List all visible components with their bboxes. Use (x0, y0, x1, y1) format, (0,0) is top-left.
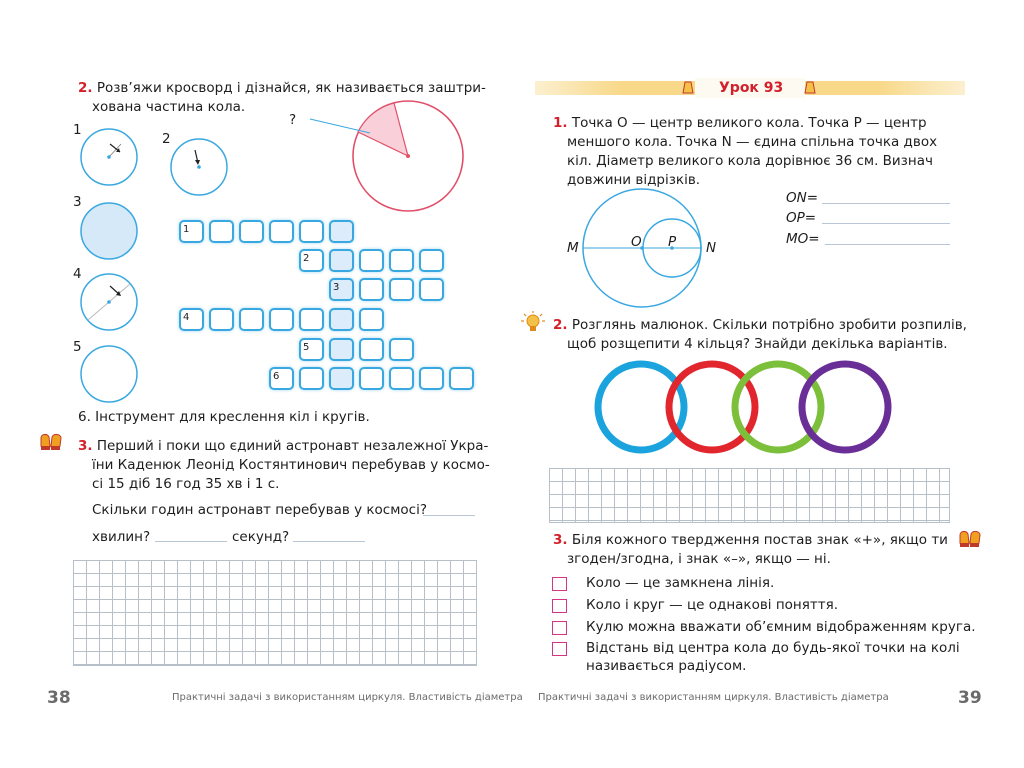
crossword-cell[interactable] (419, 367, 444, 390)
task3-line2: їни Каденюк Леонід Костянтинович перебував у космо- (92, 457, 490, 473)
mo-answer-line[interactable] (825, 244, 950, 245)
point-m-label: M (567, 240, 579, 256)
task3-line3: сі 15 діб 16 год 35 хв і 1 с. (92, 476, 280, 492)
task2-number: 2. (78, 80, 93, 96)
task3-line1 (78, 437, 488, 456)
r-task3-number: 3. (553, 532, 568, 548)
circle-label-5: 5 (73, 339, 82, 355)
crossword-cell[interactable] (389, 338, 414, 361)
r-task1-text: Точка O — центр великого кола. Точка P — центр (571, 115, 927, 131)
crossword-cell[interactable] (359, 249, 384, 272)
two-circles-figure (580, 186, 720, 311)
crossword-cell[interactable] (209, 308, 234, 331)
crossword-cell[interactable] (389, 249, 414, 272)
r-task1-line1 (553, 114, 927, 133)
mittens-icon-right (957, 529, 985, 551)
r-task3-line1 (553, 531, 948, 550)
statement-4-line2: називається радіусом. (586, 658, 747, 674)
circle-figure-4 (80, 273, 140, 333)
task3-number: 3. (78, 438, 93, 454)
crossword-cell[interactable] (239, 220, 264, 243)
crossword-cell[interactable] (359, 308, 384, 331)
page-number-left: 38 (47, 688, 71, 708)
page-number-right: 39 (958, 688, 982, 708)
ring-purple (802, 364, 888, 450)
crossword-number-2: 2 (303, 253, 310, 264)
crossword-cell-highlight[interactable] (329, 308, 354, 331)
footer-text-left: Практичні задачі з використанням циркуля. Властивість діаметра (172, 692, 523, 703)
statement-2: Коло і круг — це однакові поняття. (586, 597, 839, 613)
task3-text: Перший і поки що єдиний астронавт незалежної Укра- (96, 438, 489, 454)
circle-label-4: 4 (73, 266, 82, 282)
point-p-label: P (668, 234, 677, 250)
r-task1-line3: кіл. Діаметр великого кола дорівнює 36 см. Визнач (567, 153, 933, 169)
center-point (406, 154, 410, 158)
r-task1-number: 1. (553, 115, 568, 131)
crossword-cell[interactable] (179, 220, 204, 243)
task3-question-seconds: секунд? (232, 529, 290, 545)
crossword-cell[interactable] (359, 278, 384, 301)
r-task1-line4: довжини відрізків. (567, 172, 701, 188)
r-task3-line2: згоден/згодна, і знак «–», якщо — ні. (567, 551, 831, 567)
statement-checkbox-1[interactable] (552, 577, 567, 591)
crossword-cell[interactable] (449, 367, 474, 390)
statement-checkbox-2[interactable] (552, 599, 567, 613)
lightbulb-icon (521, 311, 547, 335)
crossword-cell-highlight[interactable] (329, 367, 354, 390)
r-task2-number: 2. (553, 317, 568, 333)
r-task1-line2: меншого кола. Точка N — єдина спільна точка двох (567, 134, 938, 150)
statement-4-line1: Відстань від центра кола до будь-якої точки на колі (586, 640, 960, 656)
crossword-cell[interactable] (269, 220, 294, 243)
crossword-number-3: 3 (333, 282, 340, 293)
crossword-cell[interactable] (389, 367, 414, 390)
task3-question-minutes: хвилин? (92, 529, 151, 545)
r-task2-line1 (553, 316, 967, 335)
minutes-answer-line[interactable] (155, 541, 227, 542)
circle-label-1: 1 (73, 122, 82, 138)
point-o-label: O (631, 234, 642, 250)
task2-line2: хована частина кола. (92, 99, 246, 115)
crossword-cell[interactable] (209, 220, 234, 243)
squared-grid-right[interactable] (549, 468, 950, 523)
circle-figure-3 (80, 202, 140, 262)
circle-figure-1 (80, 128, 140, 188)
crossword-cell[interactable] (269, 308, 294, 331)
answer-label-mo: MO= (786, 231, 820, 247)
circle-label-2: 2 (162, 131, 171, 147)
crossword-cell-highlight[interactable] (329, 278, 354, 301)
four-rings-figure (595, 358, 905, 458)
crossword-cell-highlight[interactable] (329, 249, 354, 272)
crossword-cell[interactable] (419, 249, 444, 272)
crossword-cell[interactable] (359, 367, 384, 390)
crossword-cell[interactable] (299, 338, 324, 361)
crossword-cell[interactable] (299, 220, 324, 243)
crossword-number-1: 1 (183, 224, 190, 235)
circle-figure-5 (80, 345, 140, 405)
sector-circle-figure (350, 100, 470, 220)
ring-green (735, 364, 821, 450)
crossword-cell[interactable] (239, 308, 264, 331)
crossword-cell[interactable] (179, 308, 204, 331)
crossword-cell[interactable] (269, 367, 294, 390)
answer-label-on: ON= (786, 190, 819, 206)
statement-1: Коло — це замкнена лінія. (586, 575, 775, 591)
statement-checkbox-4[interactable] (552, 642, 567, 656)
circle-label-3: 3 (73, 194, 82, 210)
point-n-label: N (706, 240, 717, 256)
crossword-number-4: 4 (183, 312, 190, 323)
crossword-cell[interactable] (299, 249, 324, 272)
crossword-cell[interactable] (359, 338, 384, 361)
mittens-icon (38, 432, 66, 454)
statement-3: Кулю можна вважати об’ємним відображенням круга. (586, 619, 976, 635)
task2-line1 (78, 79, 486, 98)
r-task3-text: Біля кожного твердження постав знак «+», якщо ти (571, 532, 948, 548)
task2-text: Розв’яжи кросворд і дізнайся, як називається заштри- (96, 80, 486, 96)
r-task2-line2: щоб розщепити 4 кільця? Знайди декілька варіантів. (567, 336, 948, 352)
lesson-title: Урок 93 (719, 80, 784, 96)
hours-answer-line[interactable] (423, 515, 475, 516)
crossword-number-5: 5 (303, 342, 310, 353)
crossword-cell-highlight[interactable] (329, 338, 354, 361)
crossword-cell[interactable] (389, 278, 414, 301)
task3-question-hours: Скільки годин астронавт перебував у космосі? (92, 502, 428, 518)
crossword-cell[interactable] (299, 367, 324, 390)
seconds-answer-line[interactable] (293, 541, 365, 542)
op-answer-line[interactable] (822, 223, 950, 224)
crossword-cell-highlight[interactable] (329, 220, 354, 243)
footer-text-right: Практичні задачі з використанням циркуля. Властивість діаметра (538, 692, 889, 703)
squared-grid-left[interactable] (73, 560, 477, 666)
clue-6: 6. Інструмент для креслення кіл і кругів. (78, 409, 370, 425)
answer-label-op: OP= (786, 210, 817, 226)
r-task2-text: Розглянь малюнок. Скільки потрібно зробити розпилів, (571, 317, 967, 333)
circle-figure-2 (170, 138, 230, 198)
crossword-cell[interactable] (419, 278, 444, 301)
crossword-cell[interactable] (299, 308, 324, 331)
question-mark: ? (289, 112, 297, 128)
on-answer-line[interactable] (822, 203, 950, 204)
statement-checkbox-3[interactable] (552, 621, 567, 635)
crossword-number-6: 6 (273, 371, 280, 382)
